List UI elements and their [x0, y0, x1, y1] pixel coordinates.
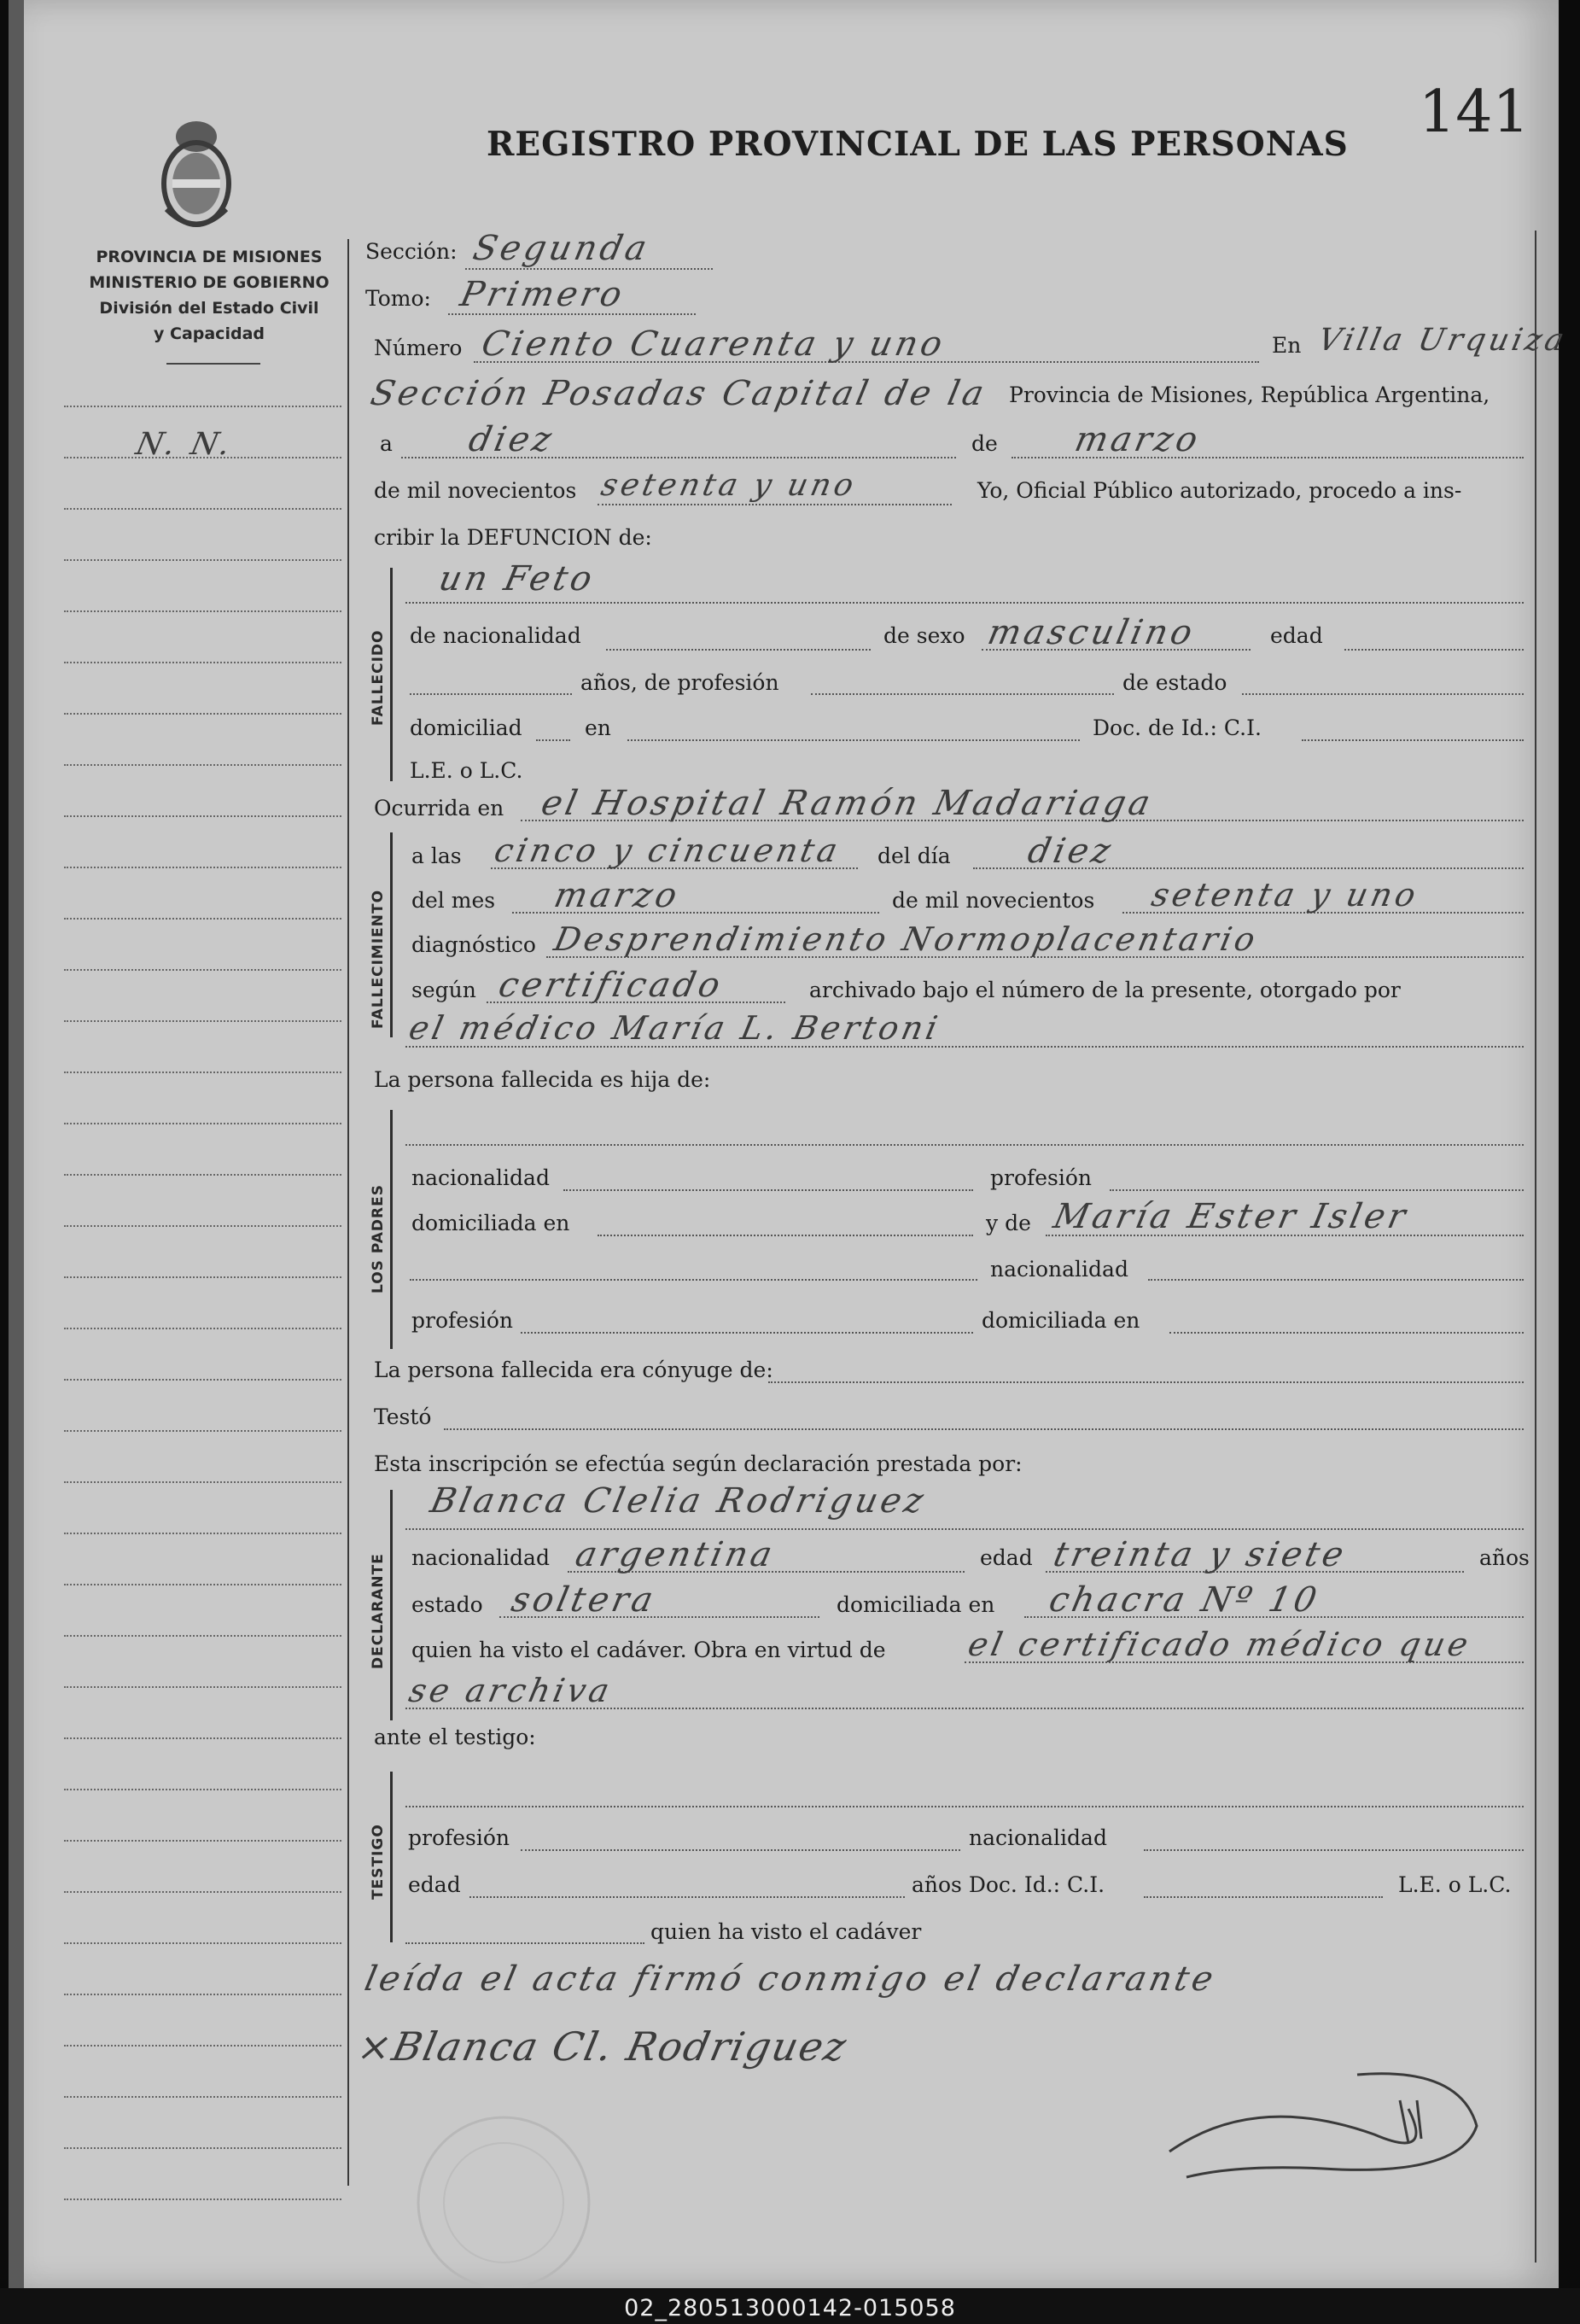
label-de-estado: de estado: [1122, 670, 1227, 695]
label-d-anos: años: [1479, 1545, 1530, 1570]
value-hora: cinco y cincuenta: [491, 832, 844, 869]
value-d-estado: soltera: [508, 1580, 661, 1620]
section-testigo: TESTIGO: [370, 1824, 387, 1900]
label-numero: Número: [374, 336, 463, 360]
label-provincia: Provincia de Misiones, República Argentina,: [1009, 382, 1490, 407]
bracket-testigo: [390, 1772, 401, 1942]
label-inscripcion: Esta inscripción se efectúa según declaración prestada por:: [374, 1451, 1023, 1476]
value-dia: diez: [465, 420, 559, 459]
label-hija-de: La persona fallecida es hija de:: [374, 1067, 711, 1092]
sidebar-capacity: y Capacidad: [154, 324, 265, 343]
label-tomo: Tomo:: [365, 286, 431, 311]
official-signature-icon: [1152, 2058, 1511, 2186]
value-del-mes: marzo: [551, 876, 684, 915]
section-fallecido: FALLECIDO: [370, 629, 387, 726]
label-domiciliada-en-2: domiciliada en: [982, 1308, 1140, 1333]
footer-bar: [0, 2288, 1580, 2324]
label-le-lc: L.E. o L.C.: [410, 758, 523, 783]
value-numero: Ciento Cuarenta y uno: [478, 324, 949, 364]
label-domiciliad: domiciliad: [410, 715, 522, 740]
label-a-las: a las: [411, 844, 462, 868]
document-sheet: [9, 0, 1571, 2288]
value-ocurrida: el Hospital Ramón Madariaga: [538, 784, 1157, 823]
label-nacionalidad: nacionalidad: [411, 1165, 550, 1190]
label-domiciliada-en: domiciliada en: [411, 1211, 570, 1235]
label-t-nacionalidad: nacionalidad: [969, 1825, 1107, 1850]
label-t-quien: quien ha visto el cadáver: [650, 1919, 922, 1944]
value-madre: María Ester Isler: [1050, 1197, 1413, 1236]
value-sexo: masculino: [984, 613, 1199, 652]
value-en: Villa Urquiza: [1315, 323, 1571, 358]
faint-stamp-icon: [376, 2100, 632, 2288]
label-testo: Testó: [374, 1404, 432, 1429]
value-medico: el médico María L. Bertoni: [405, 1009, 945, 1047]
label-edad: edad: [1270, 623, 1323, 648]
binding-edge: [9, 0, 24, 2288]
value-diagnostico: Desprendimiento Normoplacentario: [551, 920, 1262, 958]
bracket-fallecimiento: [390, 832, 401, 1037]
label-de-nacionalidad: de nacionalidad: [410, 623, 581, 648]
label-ocurrida-en: Ocurrida en: [374, 796, 504, 820]
label-anos-profesion: años, de profesión: [580, 670, 779, 695]
label-d-estado: estado: [411, 1592, 483, 1617]
value-anio-2: setenta y uno: [1148, 876, 1423, 914]
label-d-domiciliada: domiciliada en: [837, 1592, 995, 1617]
label-conyuge: La persona fallecida era cónyuge de:: [374, 1358, 773, 1382]
label-segun: según: [411, 978, 476, 1002]
label-de-mil-2: de mil novecientos: [892, 888, 1095, 913]
frame-left-line: [347, 239, 349, 2186]
bracket-fallecido: [390, 568, 401, 781]
sidebar-division: División del Estado Civil: [99, 299, 319, 318]
sidebar-rule: [166, 363, 260, 365]
value-d-obra: el certificado médico que: [965, 1626, 1475, 1663]
value-tomo: Primero: [457, 275, 629, 314]
page-title: REGISTRO PROVINCIAL DE LAS PERSONAS: [487, 125, 1349, 164]
label-t-profesion: profesión: [408, 1825, 510, 1850]
value-mes: marzo: [1071, 420, 1204, 459]
value-difunto: un Feto: [435, 559, 599, 599]
footer-code: 02_280513000142-015058: [624, 2295, 956, 2321]
section-fallecimiento: FALLECIMIENTO: [370, 889, 387, 1029]
margin-note: N. N.: [132, 427, 237, 462]
section-padres: LOS PADRES: [370, 1184, 387, 1293]
value-seccion-posadas: Sección Posadas Capital de la: [367, 374, 991, 413]
label-d-nacionalidad: nacionalidad: [411, 1545, 550, 1570]
value-d-obra-2: se archiva: [405, 1672, 616, 1709]
section-declarante: DECLARANTE: [370, 1553, 387, 1669]
label-del-mes: del mes: [411, 888, 496, 913]
bracket-declarante: [390, 1490, 401, 1720]
label-y-de: y de: [986, 1211, 1031, 1235]
frame-right-line: [1535, 231, 1536, 2263]
value-declarante: Blanca Clelia Rodriguez: [427, 1481, 930, 1521]
label-en: En: [1272, 333, 1302, 358]
value-d-edad: treinta y siete: [1050, 1535, 1350, 1574]
label-yo-oficial: Yo, Oficial Público autorizado, procedo a ins-: [977, 478, 1462, 503]
label-de: de: [971, 431, 998, 456]
value-d-domicilio: chacra Nº 10: [1046, 1580, 1324, 1620]
value-firma: ×Blanca Cl. Rodriguez: [353, 2023, 852, 2070]
label-doc-id: Doc. de Id.: C.I.: [1093, 715, 1262, 740]
sidebar-province: PROVINCIA DE MISIONES: [96, 248, 323, 266]
label-nacionalidad-2: nacionalidad: [990, 1257, 1128, 1282]
label-seccion: Sección:: [365, 239, 458, 264]
label-t-le-lc: L.E. o L.C.: [1398, 1872, 1512, 1897]
value-del-dia: diez: [1024, 832, 1118, 871]
label-d-edad: edad: [980, 1545, 1033, 1570]
label-cribir: cribir la DEFUNCION de:: [374, 525, 652, 550]
coat-of-arms-icon: [149, 111, 243, 239]
value-segun: certificado: [495, 966, 727, 1005]
sidebar-ministry: MINISTERIO DE GOBIERNO: [89, 273, 329, 292]
label-ante-testigo: ante el testigo:: [374, 1725, 536, 1749]
label-profesion-2: profesión: [411, 1308, 514, 1333]
label-a: a: [380, 431, 393, 456]
label-quien-visto: quien ha visto el cadáver. Obra en virtud de: [411, 1638, 886, 1662]
label-archivado: archivado bajo el número de la presente, otorgado por: [809, 978, 1401, 1002]
page-number: 141: [1419, 79, 1530, 146]
label-de-mil: de mil novecientos: [374, 478, 577, 503]
value-leida: leída el acta firmó conmigo el declarante: [361, 1959, 1221, 1999]
label-profesion: profesión: [990, 1165, 1093, 1190]
label-en-lower: en: [585, 715, 611, 740]
value-seccion: Segunda: [469, 229, 654, 268]
value-d-nacionalidad: argentina: [572, 1535, 779, 1574]
label-de-sexo: de sexo: [883, 623, 965, 648]
value-anio: setenta y uno: [598, 468, 860, 503]
label-del-dia: del día: [877, 844, 951, 868]
label-diagnostico: diagnóstico: [411, 932, 536, 957]
bracket-padres: [390, 1110, 401, 1349]
label-t-anos-doc: años Doc. Id.: C.I.: [912, 1872, 1105, 1897]
label-t-edad: edad: [408, 1872, 461, 1897]
